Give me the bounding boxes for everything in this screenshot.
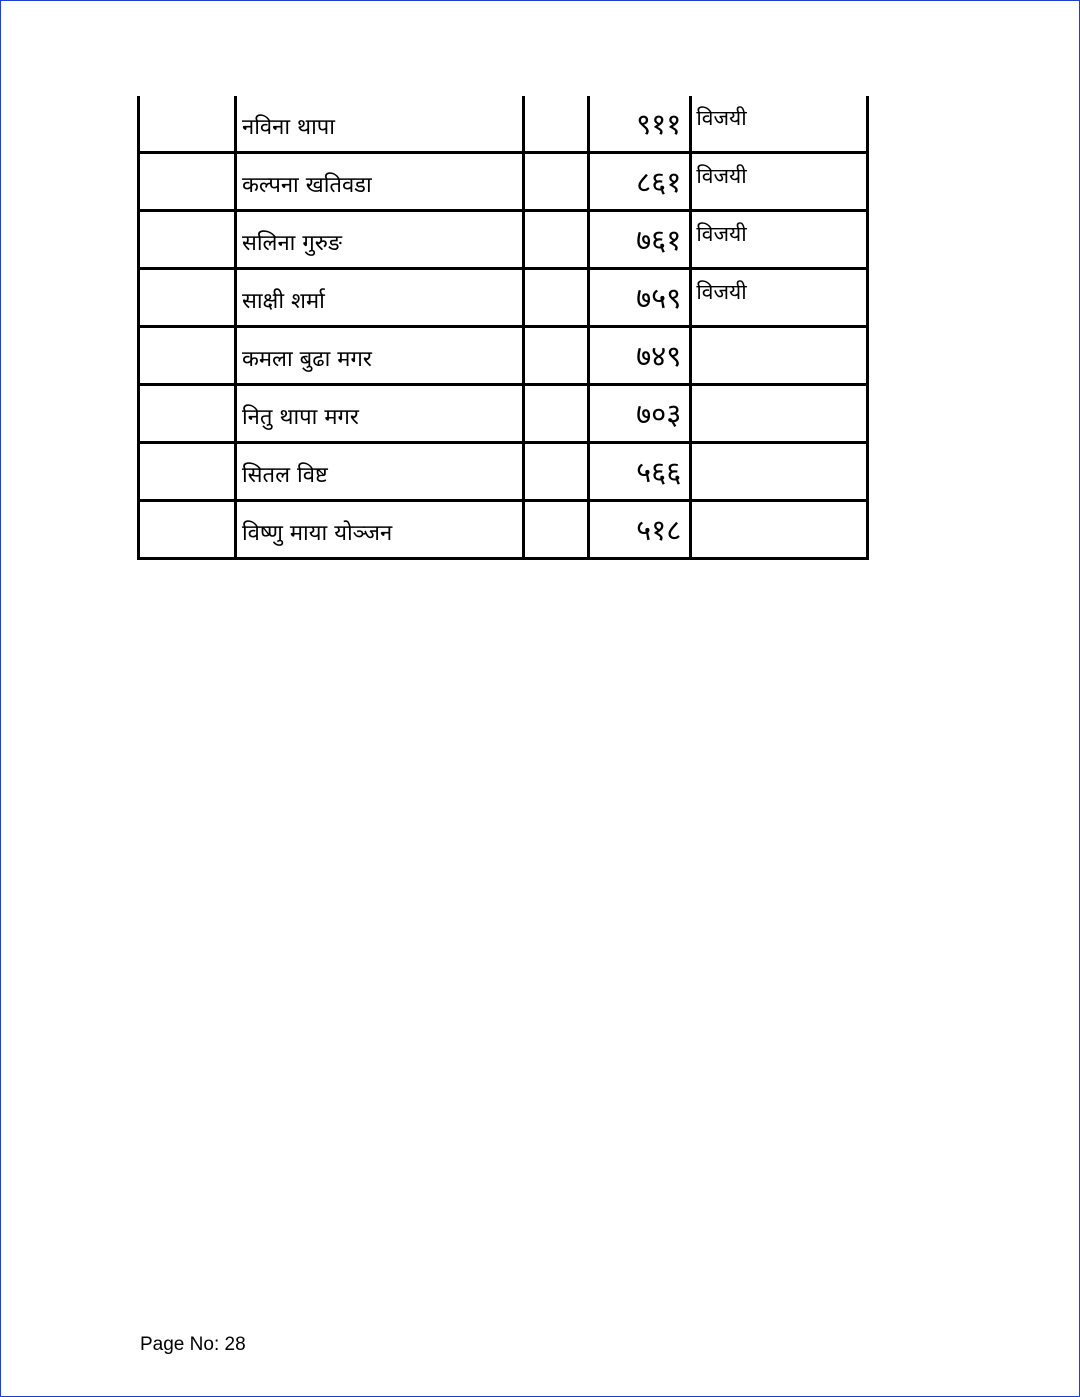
votes-cell: ७५९	[589, 269, 691, 327]
blank-cell	[523, 269, 588, 327]
candidate-name-cell: नितु थापा मगर	[235, 385, 523, 443]
candidate-name-cell: कमला बुढा मगर	[235, 327, 523, 385]
table-row	[139, 385, 868, 443]
candidate-name-cell: कल्पना खतिवडा	[235, 153, 523, 211]
result-cell: विजयी	[691, 153, 868, 211]
candidate-name-cell: सलिना गुरुङ	[235, 211, 523, 269]
result-cell	[691, 501, 868, 559]
table-row	[139, 96, 868, 153]
votes-cell: ७६१	[589, 211, 691, 269]
table-row	[139, 501, 868, 559]
table-row	[139, 153, 868, 211]
serial-cell	[139, 385, 236, 443]
result-cell	[691, 443, 868, 501]
candidate-name-cell: विष्णु माया योञ्जन	[235, 501, 523, 559]
votes-cell: ९११	[589, 96, 691, 153]
blank-cell	[523, 501, 588, 559]
blank-cell	[523, 211, 588, 269]
serial-cell	[139, 211, 236, 269]
votes-cell: ७०३	[589, 385, 691, 443]
blank-cell	[523, 443, 588, 501]
table-row	[139, 327, 868, 385]
votes-cell: ७४९	[589, 327, 691, 385]
blank-cell	[523, 153, 588, 211]
serial-cell	[139, 443, 236, 501]
serial-cell	[139, 96, 236, 153]
result-cell: विजयी	[691, 211, 868, 269]
votes-cell: ८६१	[589, 153, 691, 211]
votes-cell: ५१८	[589, 501, 691, 559]
table-row	[139, 269, 868, 327]
serial-cell	[139, 153, 236, 211]
election-results-table	[137, 96, 869, 560]
page-number: Page No: 28	[140, 1334, 246, 1355]
votes-cell: ५६६	[589, 443, 691, 501]
table-row	[139, 443, 868, 501]
result-cell: विजयी	[691, 96, 868, 153]
table-row	[139, 211, 868, 269]
candidate-name-cell: नविना थापा	[235, 96, 523, 153]
blank-cell	[523, 385, 588, 443]
result-cell	[691, 327, 868, 385]
result-cell	[691, 385, 868, 443]
serial-cell	[139, 327, 236, 385]
candidate-name-cell: सितल विष्ट	[235, 443, 523, 501]
candidate-name-cell: साक्षी शर्मा	[235, 269, 523, 327]
serial-cell	[139, 501, 236, 559]
blank-cell	[523, 96, 588, 153]
results-table-body	[139, 96, 868, 559]
blank-cell	[523, 327, 588, 385]
result-cell: विजयी	[691, 269, 868, 327]
serial-cell	[139, 269, 236, 327]
